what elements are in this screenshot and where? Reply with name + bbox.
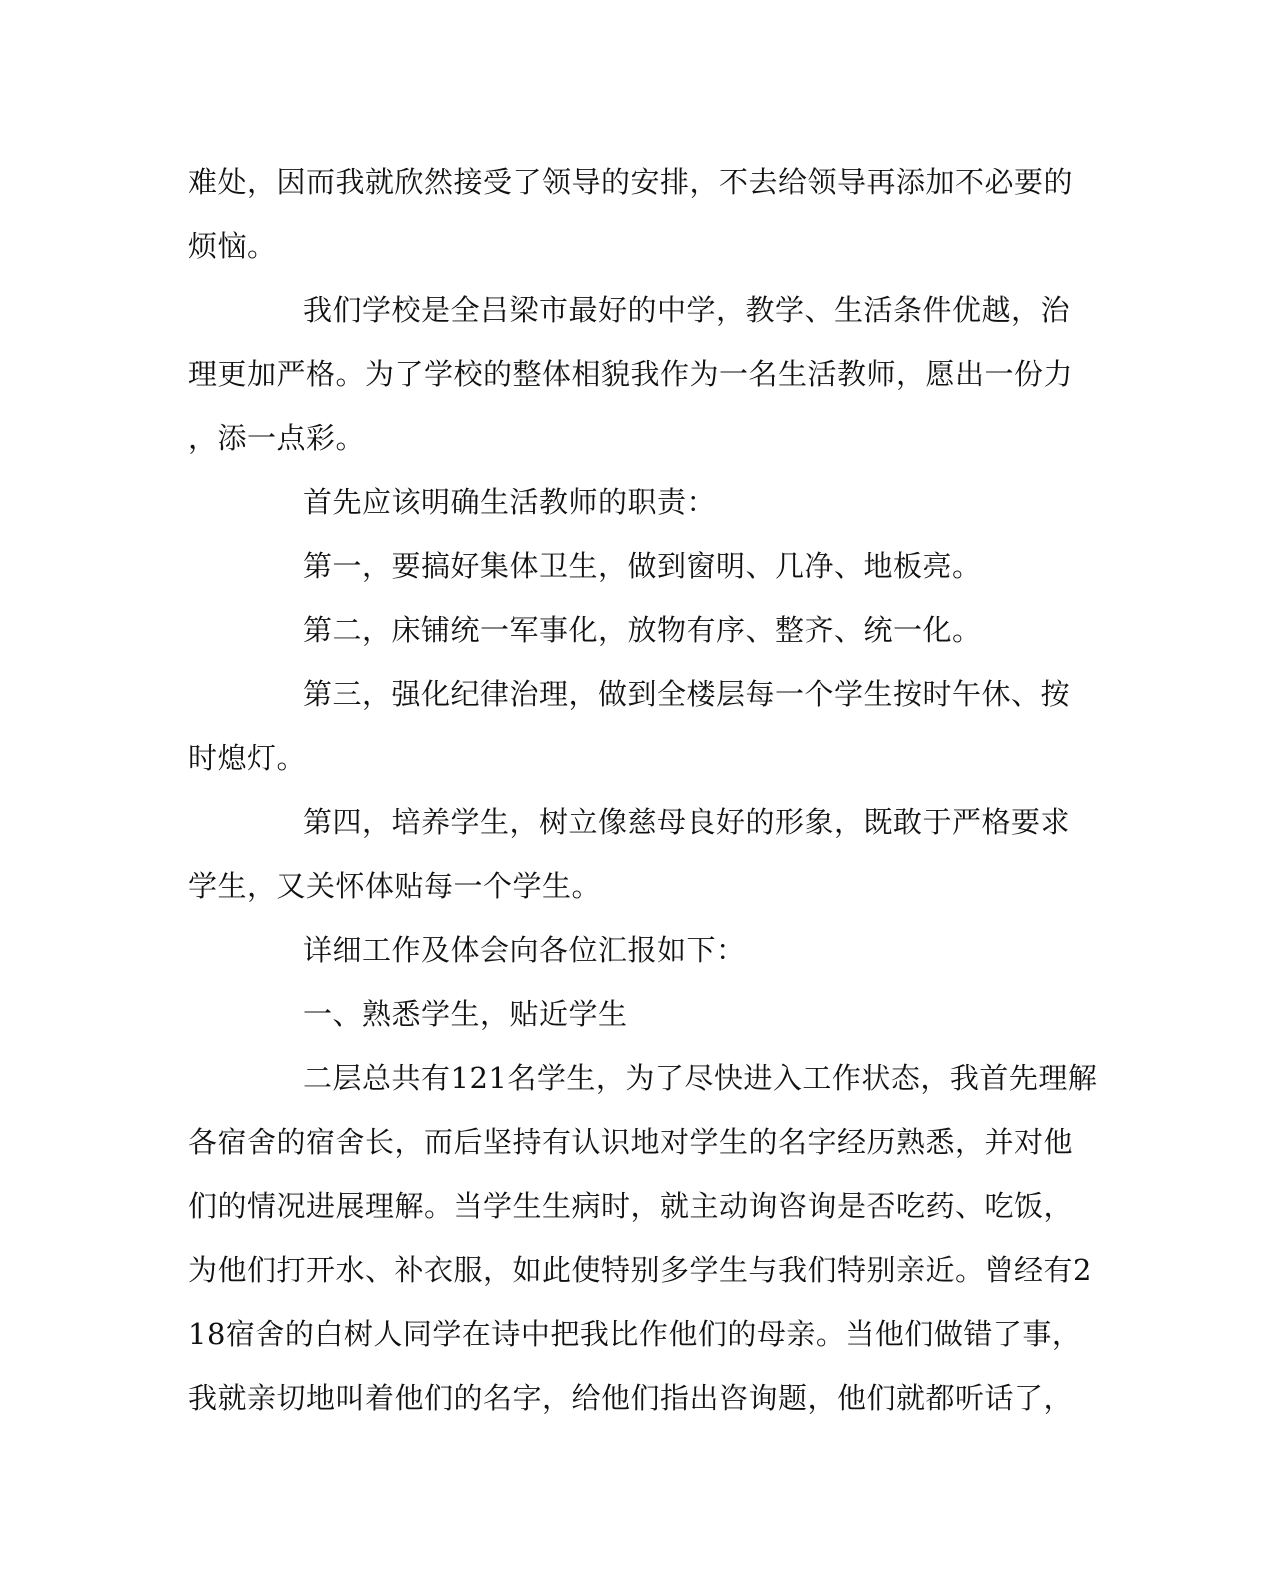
paragraph-start-line: 第二，床铺统一军事化，放物有序、整齐、统一化。 bbox=[303, 613, 982, 647]
text-line: 为他们打开水、补衣服，如此使特别多学生与我们特别亲近。曾经有2 bbox=[188, 1253, 1092, 1287]
paragraph-start-line: 第三，强化纪律治理，做到全楼层每一个学生按时午休、按 bbox=[303, 677, 1071, 711]
section-heading: 一、熟悉学生，贴近学生 bbox=[303, 997, 628, 1031]
document-body bbox=[188, 150, 1098, 1430]
paragraph-start-line: 我们学校是全吕梁市最好的中学，教学、生活条件优越，治 bbox=[303, 293, 1071, 327]
text-line: 时熄灯。 bbox=[188, 741, 307, 775]
text-line: ，添一点彩。 bbox=[188, 421, 366, 455]
text-line: 烦恼。 bbox=[188, 229, 277, 263]
paragraph-start-line: 二层总共有121名学生，为了尽快进入工作状态，我首先理解 bbox=[303, 1061, 1098, 1095]
text-line: 们的情况进展理解。当学生生病时，就主动询咨询是否吃药、吃饭， bbox=[188, 1189, 1074, 1223]
paragraph-start-line: 第四，培养学生，树立像慈母良好的形象，既敢于严格要求 bbox=[303, 805, 1071, 839]
text-line: 我就亲切地叫着他们的名字，给他们指出咨询题，他们就都听话了， bbox=[188, 1381, 1074, 1415]
paragraph-start-line: 详细工作及体会向各位汇报如下： bbox=[303, 933, 746, 967]
text-line: 理更加严格。为了学校的整体相貌我作为一名生活教师，愿出一份力 bbox=[188, 357, 1074, 391]
text-line: 各宿舍的宿舍长，而后坚持有认识地对学生的名字经历熟悉，并对他 bbox=[188, 1125, 1074, 1159]
text-line: 18宿舍的白树人同学在诗中把我比作他们的母亲。当他们做错了事， bbox=[188, 1317, 1082, 1351]
paragraph-start-line: 第一，要搞好集体卫生，做到窗明、几净、地板亮。 bbox=[303, 549, 982, 583]
text-line: 学生，又关怀体贴每一个学生。 bbox=[188, 869, 602, 903]
paragraph-start-line: 首先应该明确生活教师的职责： bbox=[303, 485, 717, 519]
text-line: 难处，因而我就欣然接受了领导的安排，不去给领导再添加不必要的 bbox=[188, 165, 1074, 199]
